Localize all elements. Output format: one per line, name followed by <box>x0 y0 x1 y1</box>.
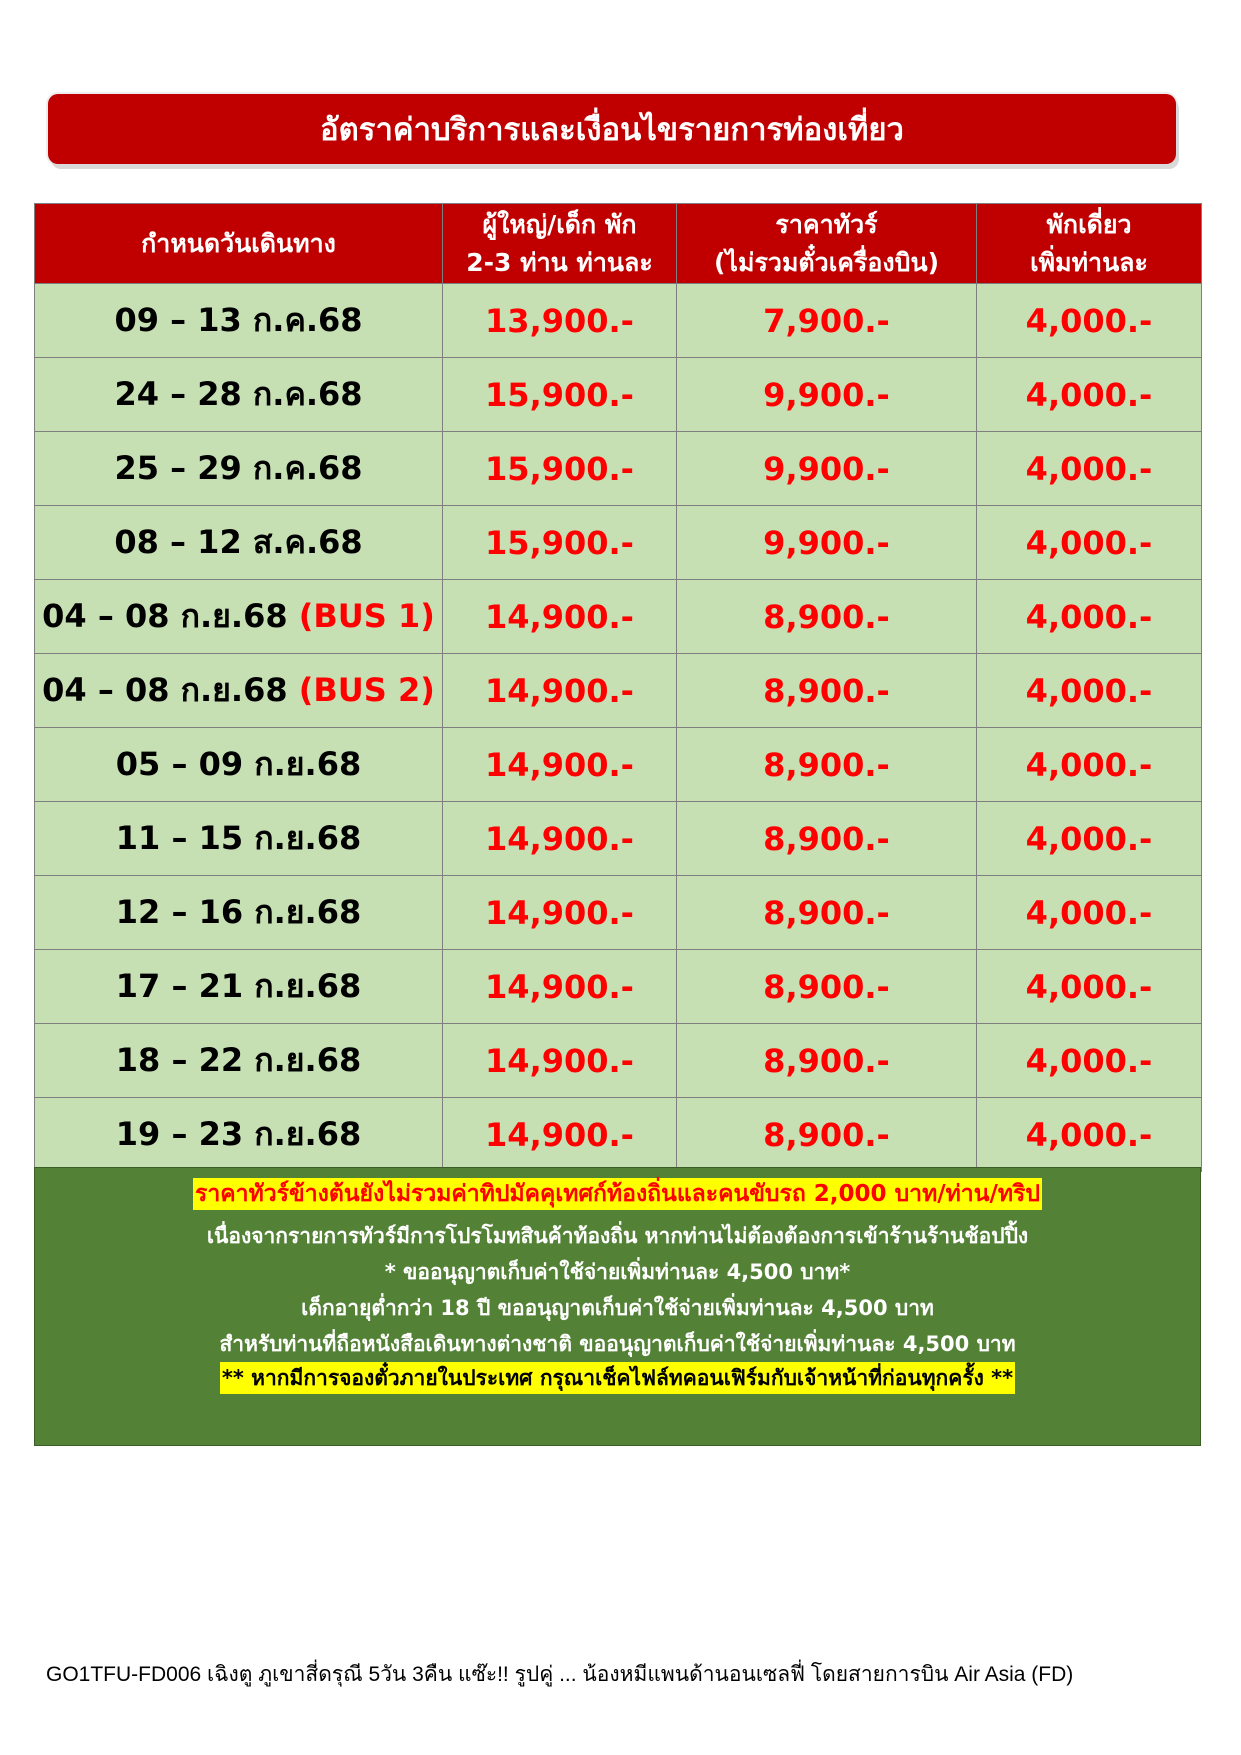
travel-date-cell <box>35 802 443 876</box>
table-row <box>35 1024 1202 1098</box>
tour-price-cell: 9,900.- <box>677 358 977 432</box>
travel-date: 12 – 16 ก.ย.68 <box>115 893 362 931</box>
page-title: อัตราค่าบริการและเงื่อนไขรายการท่องเที่ยว <box>320 112 904 148</box>
travel-date-cell <box>35 1098 443 1172</box>
travel-date: 05 – 09 ก.ย.68 <box>115 745 362 783</box>
single-supplement-cell: 4,000.- <box>977 580 1202 654</box>
single-supplement-cell: 4,000.- <box>977 358 1202 432</box>
single-supplement-cell: 4,000.- <box>977 876 1202 950</box>
adult-price-cell: 14,900.- <box>443 728 677 802</box>
table-row <box>35 506 1202 580</box>
tour-price-cell: 8,900.- <box>677 802 977 876</box>
travel-date: 09 – 13 ก.ค.68 <box>114 301 363 339</box>
header-tour-price: ราคาทัวร์ (ไม่รวมตั๋วเครื่องบิน) <box>677 204 977 284</box>
child-fee-note: เด็กอายุต่ำกว่า 18 ปี ขออนุญาตเก็บค่าใช้จ่ายเพิ่มท่านละ 4,500 บาท <box>301 1296 934 1320</box>
travel-date-cell <box>35 580 443 654</box>
adult-price-cell: 15,900.- <box>443 506 677 580</box>
travel-date-cell <box>35 284 443 358</box>
table-row <box>35 876 1202 950</box>
single-supplement-cell: 4,000.- <box>977 506 1202 580</box>
bus-label: (BUS 1) <box>298 597 435 635</box>
adult-price-cell: 14,900.- <box>443 580 677 654</box>
tour-price-cell: 8,900.- <box>677 876 977 950</box>
travel-date: 24 – 28 ก.ค.68 <box>114 375 363 413</box>
adult-price-cell: 15,900.- <box>443 432 677 506</box>
tour-price-cell: 8,900.- <box>677 580 977 654</box>
tour-price-cell: 9,900.- <box>677 432 977 506</box>
tour-price-cell: 9,900.- <box>677 506 977 580</box>
travel-date: 19 – 23 ก.ย.68 <box>115 1115 362 1153</box>
header-adult-child-price: ผู้ใหญ่/เด็ก พัก 2-3 ท่าน ท่านละ <box>443 204 677 284</box>
table-row <box>35 950 1202 1024</box>
tour-price-cell: 8,900.- <box>677 654 977 728</box>
table-row <box>35 580 1202 654</box>
travel-date-cell <box>35 876 443 950</box>
tip-notice: ราคาทัวร์ข้างต้นยังไม่รวมค่าทิปมัคคุเทศก์ท้องถิ่นและคนขับรถ 2,000 บาท/ท่าน/ทริป <box>193 1178 1042 1210</box>
footer-tour-code: GO1TFU-FD006 เฉิงตู ภูเขาสี่ดรุณี 5วัน 3คืน แซ๊ะ!! รูปคู่ ... น้องหมีแพนด้านอนเซลฟี่ โดยสายการบิน Air Asia (FD) <box>46 1663 1074 1686</box>
travel-date: 04 – 08 ก.ย.68 <box>42 671 288 709</box>
foreign-passport-fee-note: สำหรับท่านที่ถือหนังสือเดินทางต่างชาติ ขออนุญาตเก็บค่าใช้จ่ายเพิ่มท่านละ 4,500 บาท <box>219 1332 1016 1356</box>
table-row <box>35 284 1202 358</box>
adult-price-cell: 14,900.- <box>443 654 677 728</box>
travel-date: 25 – 29 ก.ค.68 <box>114 449 363 487</box>
single-supplement-cell: 4,000.- <box>977 284 1202 358</box>
travel-date-cell <box>35 358 443 432</box>
table-header-row <box>35 204 1202 284</box>
single-supplement-cell: 4,000.- <box>977 654 1202 728</box>
shopping-fee-note: * ขออนุญาตเก็บค่าใช้จ่ายเพิ่มท่านละ 4,500 บาท* <box>384 1260 851 1284</box>
tour-price-cell: 8,900.- <box>677 728 977 802</box>
header-single-supplement: พักเดี่ยว เพิ่มท่านละ <box>977 204 1202 284</box>
tour-price-cell: 8,900.- <box>677 1098 977 1172</box>
adult-price-cell: 15,900.- <box>443 358 677 432</box>
single-supplement-cell: 4,000.- <box>977 1024 1202 1098</box>
adult-price-cell: 14,900.- <box>443 802 677 876</box>
adult-price-cell: 14,900.- <box>443 1098 677 1172</box>
adult-price-cell: 14,900.- <box>443 950 677 1024</box>
tour-price-cell: 8,900.- <box>677 1024 977 1098</box>
single-supplement-cell: 4,000.- <box>977 432 1202 506</box>
adult-price-cell: 13,900.- <box>443 284 677 358</box>
title-banner <box>48 94 1176 164</box>
travel-date: 11 – 15 ก.ย.68 <box>115 819 362 857</box>
single-supplement-cell: 4,000.- <box>977 1098 1202 1172</box>
adult-price-cell: 14,900.- <box>443 876 677 950</box>
travel-date-cell <box>35 506 443 580</box>
travel-date: 17 – 21 ก.ย.68 <box>115 967 362 1005</box>
table-row <box>35 358 1202 432</box>
table-row <box>35 654 1202 728</box>
table-row <box>35 432 1202 506</box>
single-supplement-cell: 4,000.- <box>977 802 1202 876</box>
travel-date-cell <box>35 654 443 728</box>
price-table <box>34 203 1202 1172</box>
domestic-ticket-warning: ** หากมีการจองตั๋วภายในประเทศ กรุณาเช็คไฟล์ทคอนเฟิร์มกับเจ้าหน้าที่ก่อนทุกครั้ง ** <box>220 1362 1015 1394</box>
header-travel-date: กำหนดวันเดินทาง <box>35 204 443 284</box>
tour-price-cell: 7,900.- <box>677 284 977 358</box>
single-supplement-cell: 4,000.- <box>977 728 1202 802</box>
adult-price-cell: 14,900.- <box>443 1024 677 1098</box>
tour-price-cell: 8,900.- <box>677 950 977 1024</box>
bus-label: (BUS 2) <box>298 671 435 709</box>
table-row <box>35 728 1202 802</box>
table-row <box>35 1098 1202 1172</box>
travel-date-cell <box>35 728 443 802</box>
shopping-note: เนื่องจากรายการทัวร์มีการโปรโมทสินค้าท้องถิ่น หากท่านไม่ต้องต้องการเข้าร้านร้านช้อปปิ้ง <box>206 1224 1029 1248</box>
travel-date: 18 – 22 ก.ย.68 <box>115 1041 362 1079</box>
conditions-box <box>34 1167 1201 1446</box>
travel-date: 04 – 08 ก.ย.68 <box>42 597 288 635</box>
single-supplement-cell: 4,000.- <box>977 950 1202 1024</box>
travel-date-cell <box>35 432 443 506</box>
travel-date: 08 – 12 ส.ค.68 <box>114 523 363 561</box>
travel-date-cell <box>35 950 443 1024</box>
table-row <box>35 802 1202 876</box>
travel-date-cell <box>35 1024 443 1098</box>
